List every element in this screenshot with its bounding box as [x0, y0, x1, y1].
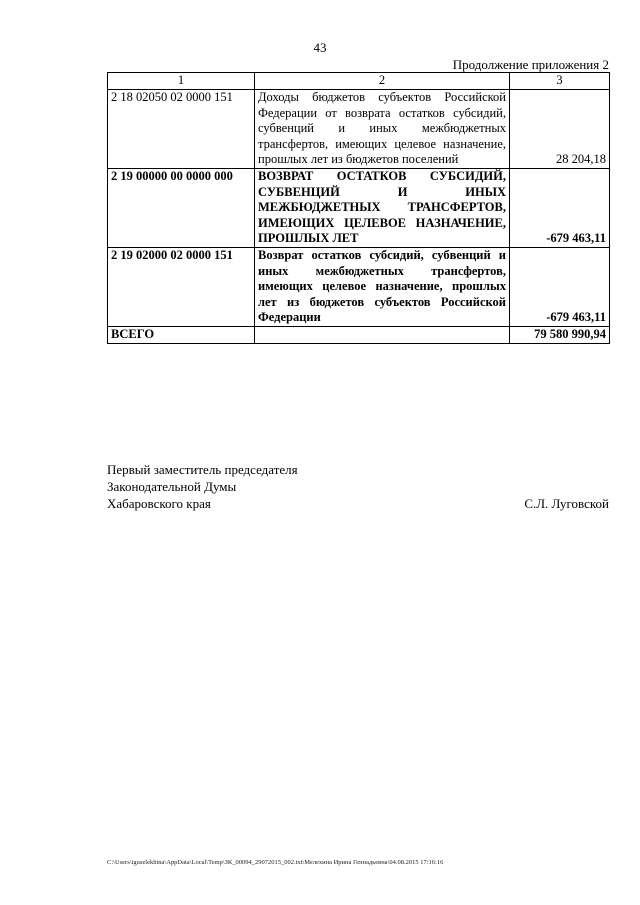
footer-file-path: C:\Users\iguselekhina\AppData\Local\Temp\ЗК_00094_29072015_002.txt\Мелехина Ирина Геннадьевна\04.08.2015 17:16:16 — [107, 859, 444, 866]
signature-block — [107, 461, 298, 512]
budget-code: 2 19 02000 02 0000 151 — [108, 247, 255, 326]
budget-description: Доходы бюджетов субъектов Российской Федерации от возврата остатков субсидий, субвенций и иных межбюджетных трансфертов, имеющих целевое назначение, прошлых лет из бюджетов поселений — [255, 90, 510, 169]
column-header: 3 — [510, 73, 610, 90]
budget-description: Возврат остатков субсидий, субвенций и иных межбюджетных трансфертов, имеющих целевое назначение, прошлых лет из бюджетов субъектов Российской Федерации — [255, 247, 510, 326]
continuation-label: Продолжение приложения 2 — [452, 57, 609, 72]
budget-amount: -679 463,11 — [510, 168, 610, 247]
total-empty-cell — [255, 326, 510, 343]
total-amount: 79 580 990,94 — [510, 326, 610, 343]
signatory-name: С.Л. Луговской — [524, 496, 609, 511]
table-row — [108, 90, 610, 169]
budget-code: 2 18 02050 02 0000 151 — [108, 90, 255, 169]
column-header: 2 — [255, 73, 510, 90]
page-number: 43 — [313, 40, 327, 55]
budget-table — [107, 72, 610, 344]
budget-description: ВОЗВРАТ ОСТАТКОВ СУБСИДИЙ, СУБВЕНЦИЙ И ИНЫХ МЕЖБЮДЖЕТНЫХ ТРАНСФЕРТОВ, ИМЕЮЩИХ ЦЕЛЕВОЕ НАЗНАЧЕНИЕ, ПРОШЛЫХ ЛЕТ — [255, 168, 510, 247]
table-row — [108, 168, 610, 247]
table-row — [108, 247, 610, 326]
total-label: ВСЕГО — [108, 326, 255, 343]
signature-line: Хабаровского края — [107, 496, 211, 511]
signature-line: Первый заместитель председателя — [107, 462, 298, 477]
table-header-row — [108, 73, 610, 90]
budget-code: 2 19 00000 00 0000 000 — [108, 168, 255, 247]
column-header: 1 — [108, 73, 255, 90]
budget-amount: -679 463,11 — [510, 247, 610, 326]
signature-line: Законодательной Думы — [107, 479, 237, 494]
budget-amount: 28 204,18 — [510, 90, 610, 169]
total-row — [108, 326, 610, 343]
